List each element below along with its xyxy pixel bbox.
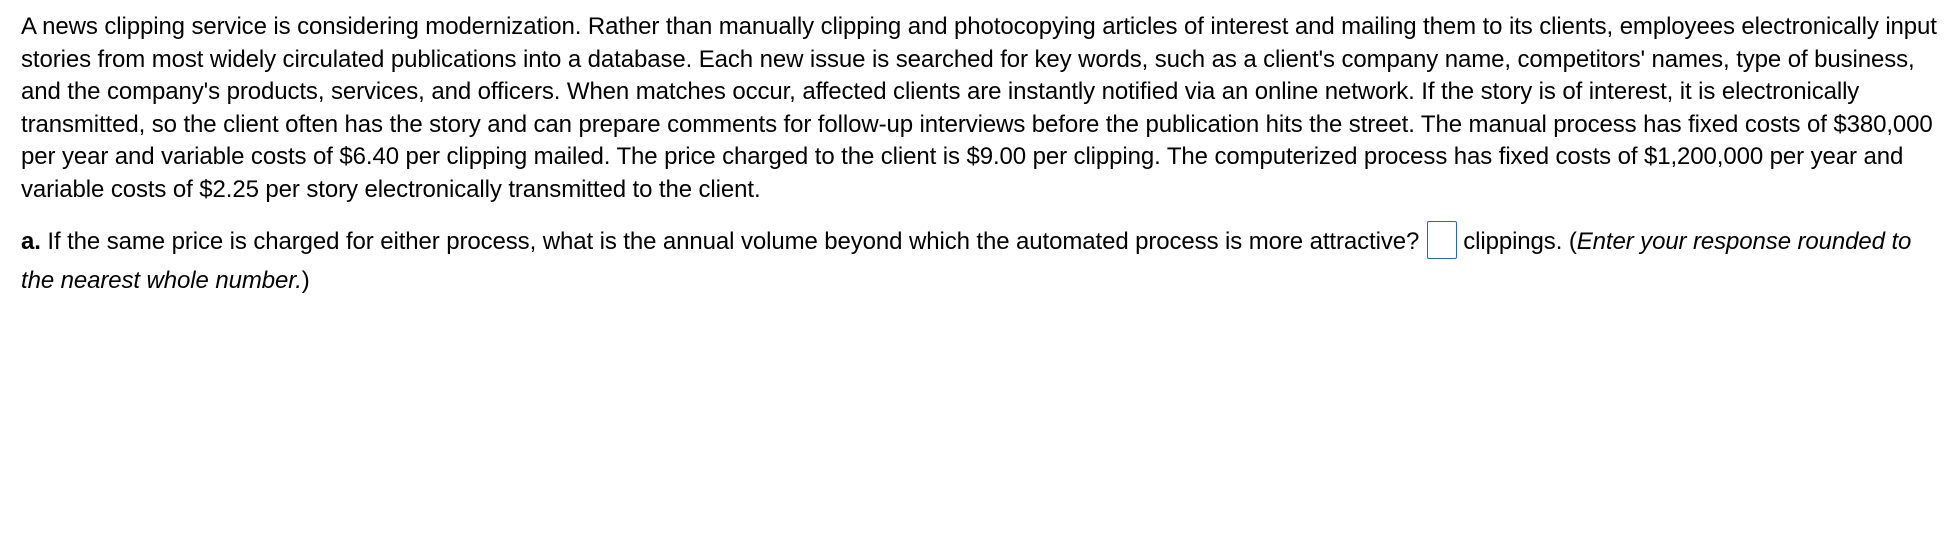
part-a-answer-input[interactable] <box>1427 221 1457 259</box>
rounding-instruction-text: Enter your response rounded to the nearest whole number. <box>21 228 1912 294</box>
problem-statement: A news clipping service is considering modernization. Rather than manually clipping and photocopying articles of interest and mailing them to its clients, employees electronically input stories from most widely circulated publications into a database. Each new issue is searched for key words, such as a client's company name, competitors' names, type of business, and the company's products, services, and officers. When matches occur, affected clients are instantly notified via an online network. If the story is of interest, it is electronically transmitted, so the client often has the story and can prepare comments for follow-up interviews before the publication hits the street. The manual process has fixed costs of $380,000 per year and variable costs of $6.40 per clipping mailed. The price charged to the client is $9.00 per clipping. The computerized process has fixed costs of $1,200,000 per year and variable costs of $2.25 per story electronically transmitted to the client. <box>21 13 1937 203</box>
answer-unit-text: clippings. ( <box>1463 228 1577 255</box>
part-a-label: a. <box>21 228 41 255</box>
closing-paren: ) <box>301 267 310 294</box>
part-a-question-text: If the same price is charged for either process, what is the annual volume beyond which the automated process is more attractive? <box>40 228 1420 255</box>
part-a-question <box>21 222 1940 300</box>
